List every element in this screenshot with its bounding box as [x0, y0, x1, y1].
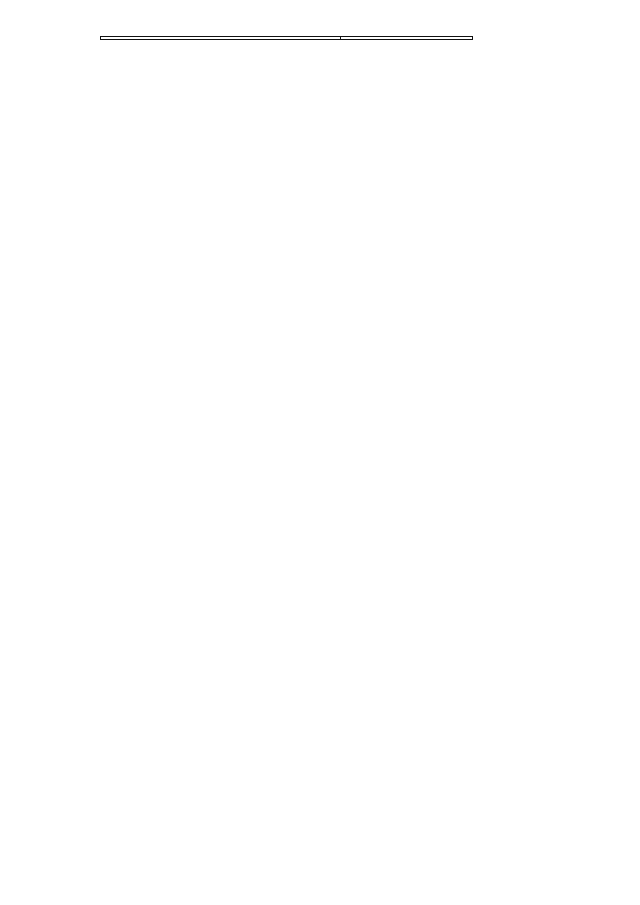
- table-section-heading: [101, 37, 473, 40]
- notes: [100, 772, 472, 833]
- section-heading-empty-cell: [341, 37, 473, 40]
- gas-price-table: [100, 36, 473, 40]
- section-heading: [101, 37, 341, 40]
- note-1: [100, 778, 472, 789]
- note-2: [100, 795, 472, 806]
- note-3: [100, 816, 472, 827]
